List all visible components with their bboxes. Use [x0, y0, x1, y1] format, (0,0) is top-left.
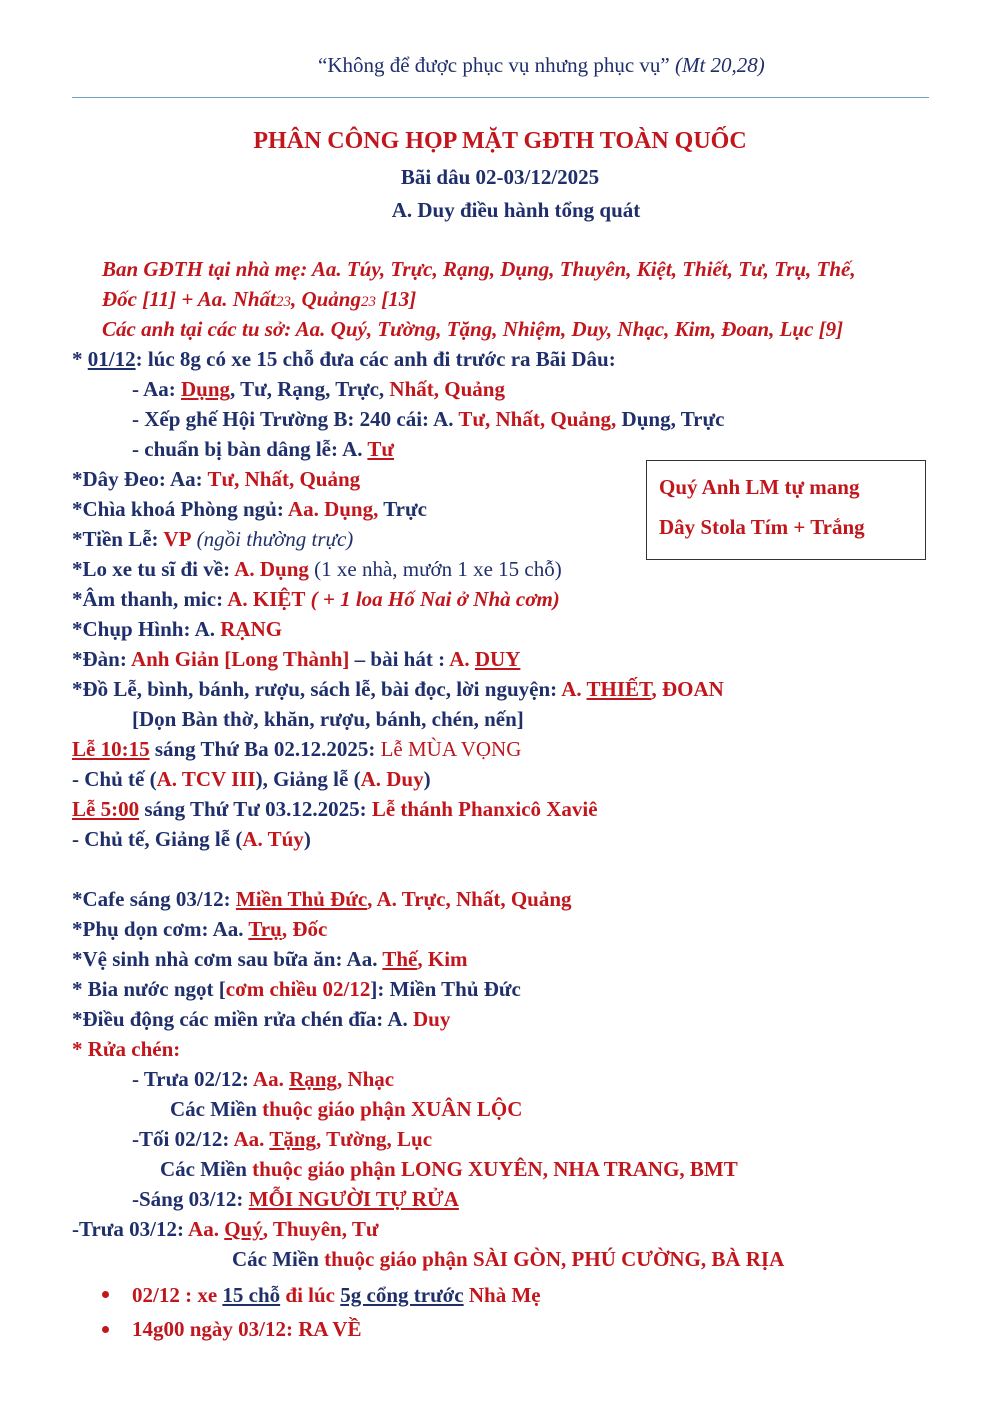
wash-noon-0312-regions: Các Miền thuộc giáo phận SÀI GÒN, PHÚ CƯỜNG, BÀ RỊA: [232, 1247, 785, 1271]
service-cafe: *Cafe sáng 03/12: Miền Thủ Đức, A. Trực, Nhất, Quảng: [72, 887, 572, 911]
task-music: *Đàn: Anh Giản [Long Thành] – bài hát : A. DUY: [72, 647, 521, 671]
bullet-dot: [102, 1326, 109, 1333]
wash-noon-0212: - Trưa 02/12: Aa. Rạng, Nhạc: [132, 1067, 395, 1091]
intro-line-2: Đốc [11] + Aa. Nhất23, Quảng23 [13]: [102, 287, 417, 311]
task-mass-items: *Đồ Lễ, bình, bánh, rượu, sách lễ, bài đọc, lời nguyện: A. THIẾT, ĐOAN: [72, 677, 724, 701]
mass-2-celebrant: - Chủ tế, Giảng lễ (A. Túy): [72, 827, 311, 851]
altar-prep-line: - chuẩn bị bàn dâng lễ: A. Tư: [132, 437, 394, 461]
task-photo: *Chụp Hình: A. RẠNG: [72, 617, 283, 641]
service-drinks: * Bia nước ngọt [cơm chiều 02/12]: Miền Thủ Đức: [72, 977, 521, 1001]
section-heading: A. Duy điều hành tổng quát: [391, 198, 641, 222]
wash-evening-0212: -Tối 02/12: Aa. Tặng, Tường, Lục: [132, 1127, 433, 1151]
service-dish-coordination: *Điều động các miền rửa chén đĩa: A. Duy: [72, 1007, 451, 1031]
task-day-deo: *Dây Đeo: Aa: Tư, Nhất, Quảng: [72, 467, 361, 491]
departure-line: * 01/12: lúc 8g có xe 15 chỗ đưa các anh đi trước ra Bãi Dâu:: [72, 347, 616, 371]
task-altar-setup: [Dọn Bàn thờ, khăn, rượu, bánh, chén, nến]: [132, 707, 524, 731]
wash-noon-0212-regions: Các Miền thuộc giáo phận XUÂN LỘC: [170, 1097, 523, 1121]
chairs-line: - Xếp ghế Hội Trường B: 240 cái: A. Tư, Nhất, Quảng, Dụng, Trực: [132, 407, 725, 431]
service-cleaning: *Vệ sinh nhà cơm sau bữa ăn: Aa. Thế, Kim: [72, 947, 468, 971]
mass-1: Lễ 10:15 sáng Thứ Ba 02.12.2025: Lễ MÙA VỌNG: [72, 737, 522, 761]
header-quote: “Không để được phục vụ nhưng phục vụ” (Mt 20,28): [318, 53, 765, 77]
mass-2: Lễ 5:00 sáng Thứ Tư 03.12.2025: Lễ thánh Phanxicô Xaviê: [72, 797, 598, 821]
header-divider: [72, 97, 929, 98]
document-title: PHÂN CÔNG HỌP MẶT GĐTH TOÀN QUỐC: [253, 128, 747, 154]
service-meal-help: *Phụ dọn cơm: Aa. Trụ, Đốc: [72, 917, 328, 941]
dishwashing-heading: * Rửa chén:: [72, 1037, 181, 1061]
bullet-departure: 02/12 : xe 15 chỗ đi lúc 5g cổng trước Nhà Mẹ: [132, 1283, 541, 1307]
quote-reference: (Mt 20,28): [674, 53, 765, 77]
departure-members: - Aa: Dụng, Tư, Rạng, Trực, Nhất, Quảng: [132, 377, 505, 401]
wash-noon-0312: -Trưa 03/12: Aa. Quý, Thuyên, Tư: [72, 1217, 379, 1241]
document-subtitle: Bãi dâu 02-03/12/2025: [400, 165, 600, 189]
wash-morning-0312: -Sáng 03/12: MỖI NGƯỜI TỰ RỬA: [132, 1187, 459, 1211]
task-sound: *Âm thanh, mic: A. KIỆT ( + 1 loa Hố Nai ở Nhà cơm): [72, 587, 560, 611]
intro-line-1: Ban GĐTH tại nhà mẹ: Aa. Túy, Trực, Rạng, Dụng, Thuyên, Kiệt, Thiết, Tư, Trụ, Thế,: [102, 257, 856, 281]
bullet-dot: [102, 1291, 109, 1298]
task-transport: *Lo xe tu sĩ đi về: A. Dụng (1 xe nhà, mướn 1 xe 15 chỗ): [72, 557, 562, 581]
stola-notice-box: [646, 460, 926, 560]
bullet-return: 14g00 ngày 03/12: RA VỀ: [132, 1317, 362, 1341]
stola-notice-line-1: Quý Anh LM tự mang: [659, 475, 860, 499]
task-keys: *Chìa khoá Phòng ngủ: Aa. Dụng, Trực: [72, 497, 427, 521]
wash-evening-0212-regions: Các Miền thuộc giáo phận LONG XUYÊN, NHA TRANG, BMT: [160, 1157, 738, 1181]
stola-notice-line-2: Dây Stola Tím + Trắng: [659, 515, 865, 539]
mass-1-celebrant: - Chủ tế (A. TCV III), Giảng lễ (A. Duy): [72, 767, 431, 791]
intro-line-3: Các anh tại các tu sở: Aa. Quý, Tường, Tặng, Nhiệm, Duy, Nhạc, Kim, Đoan, Lục [9]: [102, 317, 844, 341]
task-mass-money: *Tiền Lễ: VP (ngồi thường trực): [72, 527, 354, 551]
